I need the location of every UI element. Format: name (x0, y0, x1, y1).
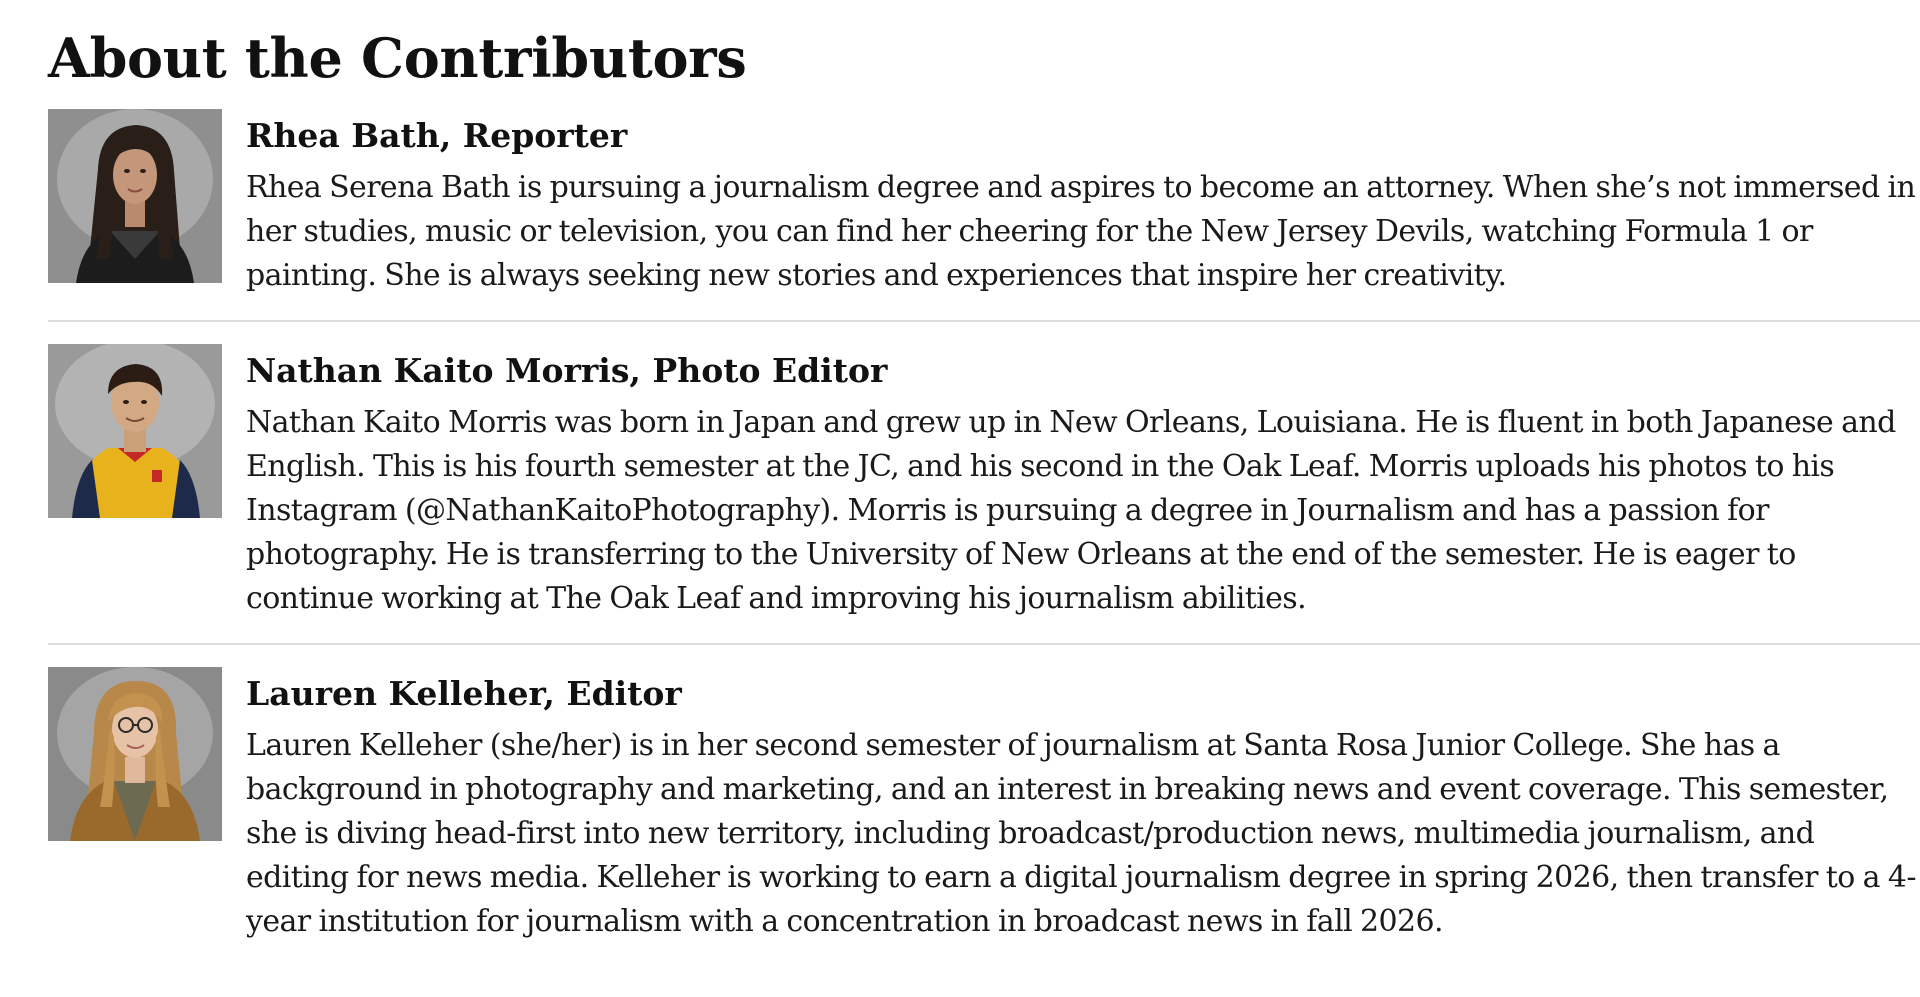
contributor-headshot-photo (48, 344, 222, 518)
headshot-photo-nathan-kaito-morris (48, 344, 222, 518)
contributor-name: Nathan Kaito Morris, Photo Editor (246, 351, 888, 390)
contributor-card-rhea-bath (48, 109, 1920, 320)
headshot-photo-lauren-kelleher (48, 667, 222, 841)
contributor-info (246, 667, 1920, 944)
contributors-list (48, 109, 1920, 966)
contributor-name: Lauren Kelleher, Editor (246, 674, 682, 713)
contributor-headshot-photo (48, 109, 222, 283)
contributor-card-nathan-kaito-morris (48, 320, 1920, 643)
page-title: About the Contributors (48, 26, 747, 90)
contributor-bio: Rhea Serena Bath is pursuing a journalism degree and aspires to become an attorney. When she’s not immersed in her studies, music or television, you can find her cheering for the New Jersey Devils, watching Formula 1 or painting. She is always seeking new stories and experiences that inspire her creativity. (246, 170, 1916, 293)
contributor-name: Rhea Bath, Reporter (246, 116, 628, 155)
contributor-headshot-photo (48, 667, 222, 841)
contributor-bio: Lauren Kelleher (she/her) is in her second semester of journalism at Santa Rosa Junior College. She has a background in photography and marketing, and an interest in breaking news and event coverage. This semester, she is diving head-first into new territory, including broadcast/production news, multimedia journalism, and editing for news media. Kelleher is working to earn a digital journalism degree in spring 2026, then transfer to a 4-year institution for journalism with a concentration in broadcast news in fall 2026. (246, 728, 1916, 939)
contributor-info (246, 344, 1920, 621)
contributor-bio: Nathan Kaito Morris was born in Japan and grew up in New Orleans, Louisiana. He is fluent in both Japanese and English. This is his fourth semester at the JC, and his second in the Oak Leaf. Morris uploads his photos to his Instagram (@NathanKaitoPhotography). Morris is pursuing a degree in Journalism and has a passion for photography. He is transferring to the University of New Orleans at the end of the semester. He is eager to continue working at The Oak Leaf and improving his journalism abilities. (246, 405, 1896, 616)
headshot-photo-rhea-bath (48, 109, 222, 283)
contributor-info (246, 109, 1920, 298)
contributor-card-lauren-kelleher (48, 643, 1920, 966)
